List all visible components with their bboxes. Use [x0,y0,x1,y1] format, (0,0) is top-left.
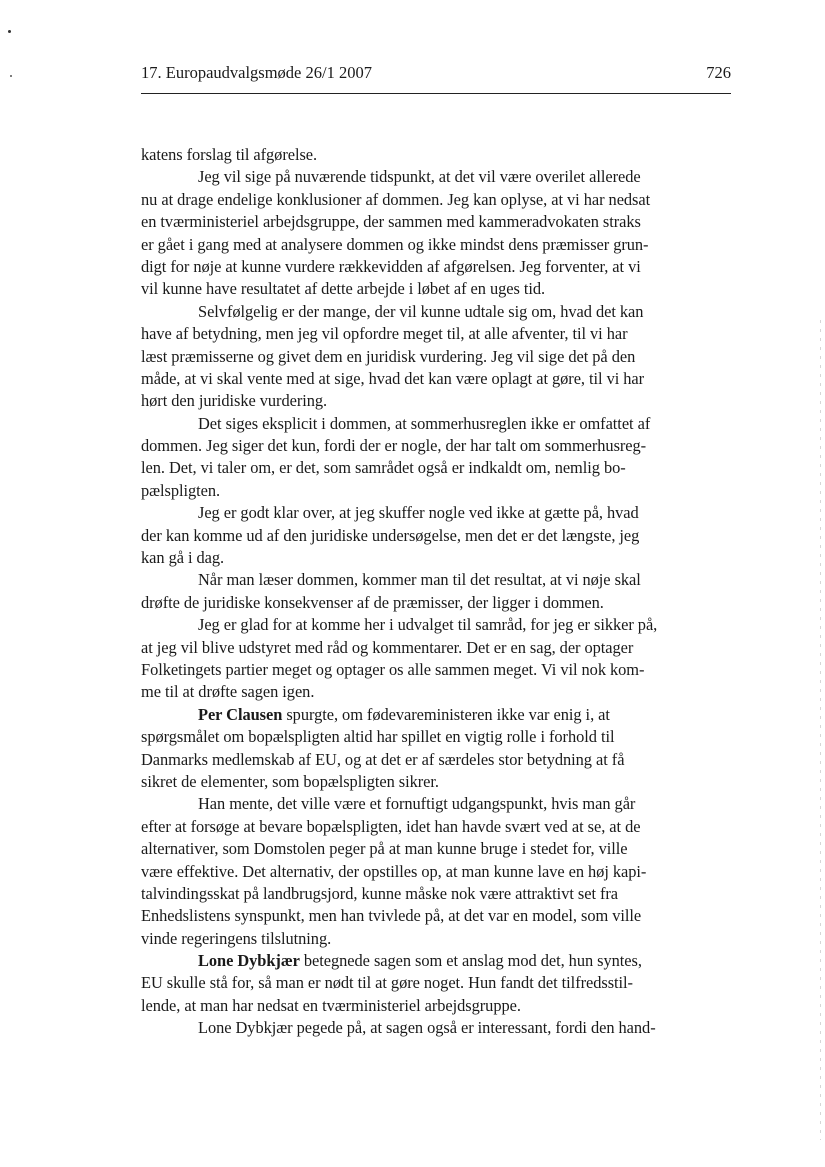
text-line [141,592,735,614]
text-line [141,704,735,726]
line-text: Enhedslistens synspunkt, men han tvivlede på, at det var en model, som ville [141,906,642,926]
line-text: spurgte, om fødevareministeren ikke var enig i, at [282,704,610,724]
speaker-name: Lone Dybkjær [198,951,300,971]
text-line [141,569,735,591]
line-text: vil kunne have resultatet af dette arbejde i løbet af en uges tid. [141,279,546,299]
line-text: Han mente, det ville være et fornuftigt udgangspunkt, hvis man går [198,794,636,814]
text-line [141,234,735,256]
text-line [141,368,735,390]
line-text: Selvfølgelig er der mange, der vil kunne udtale sig om, hvad det kan [198,301,644,321]
line-text: Jeg vil sige på nuværende tidspunkt, at det vil være overilet allerede [198,167,641,187]
text-line [141,502,735,524]
text-line [141,1017,735,1039]
text-line [141,189,735,211]
text-line [141,144,735,166]
text-line [141,905,735,927]
line-text: betegnede sagen som et anslag mod det, hun syntes, [299,951,642,971]
text-line [141,166,735,188]
line-text: Lone Dybkjær pegede på, at sagen også er interessant, fordi den hand- [198,1018,656,1038]
text-line [141,390,735,412]
line-text: sikret de elementer, som bopælspligten sikrer. [141,771,439,791]
text-line [141,278,735,300]
text-line [141,726,735,748]
text-line [141,614,735,636]
page-number: 726 [706,63,731,82]
text-line [141,928,735,950]
scan-edge-artifact [820,320,821,1140]
text-line [141,883,735,905]
text-line [141,793,735,815]
line-text: dommen. Jeg siger det kun, fordi der er nogle, der har talt om sommerhusreg- [141,436,647,456]
text-line [141,435,735,457]
line-text: måde, at vi skal vente med at sige, hvad det kan være oplagt at gøre, til vi har [141,368,645,388]
text-line [141,413,735,435]
line-text: Jeg er glad for at komme her i udvalget til samråd, for jeg er sikker på, [198,615,658,635]
body-text [141,144,735,1040]
text-line [141,681,735,703]
text-line [141,972,735,994]
text-line [141,457,735,479]
text-line [141,838,735,860]
line-text: alternativer, som Domstolen peger på at man kunne bruge i stedet for, ville [141,839,628,859]
text-line [141,771,735,793]
text-line [141,816,735,838]
line-text: drøfte de juridiske konsekvenser af de præmisser, der ligger i dommen. [141,592,604,612]
line-text: en tværministeriel arbejdsgruppe, der sammen med kammeradvokaten straks [141,212,641,232]
line-text: hørt den juridiske vurdering. [141,391,328,411]
line-text: me til at drøfte sagen igen. [141,682,315,702]
text-line [141,525,735,547]
line-text: der kan komme ud af den juridiske undersøgelse, men det er det længste, jeg [141,525,640,545]
line-text: digt for nøje at kunne vurdere rækkevidden af afgørelsen. Jeg forventer, at vi [141,256,641,276]
text-line [141,480,735,502]
text-line [141,749,735,771]
text-line [141,211,735,233]
line-text: at jeg vil blive udstyret med råd og kommentarer. Det er en sag, der optager [141,637,634,657]
header-title: 17. Europaudvalgsmøde 26/1 2007 [141,63,372,82]
page-header [141,63,731,87]
line-text: have af betydning, men jeg vil opfordre meget til, at alle afventer, til vi har [141,324,628,344]
scan-speck [10,75,12,77]
line-text: er gået i gang med at analysere dommen og ikke mindst dens præmisser grun- [141,234,649,254]
text-line [141,323,735,345]
text-line [141,256,735,278]
text-line [141,950,735,972]
scan-speck [8,30,11,33]
text-line [141,861,735,883]
text-line [141,301,735,323]
line-text: lende, at man har nedsat en tværministeriel arbejdsgruppe. [141,995,521,1015]
header-rule [141,93,731,94]
line-text: pælspligten. [141,480,221,500]
text-line [141,659,735,681]
text-line [141,346,735,368]
speaker-name: Per Clausen [198,704,283,724]
line-text: nu at drage endelige konklusioner af dommen. Jeg kan oplyse, at vi har nedsat [141,189,651,209]
line-text: len. Det, vi taler om, er det, som samrådet også er indkaldt om, nemlig bo- [141,458,626,478]
line-text: talvindingsskat på landbrugsjord, kunne måske nok være attraktivt set fra [141,883,619,903]
line-text: katens forslag til afgørelse. [141,145,318,164]
text-line [141,995,735,1017]
line-text: EU skulle stå for, så man er nødt til at gøre noget. Hun fandt det tilfredsstil- [141,973,633,993]
text-line [141,637,735,659]
line-text: spørgsmålet om bopælspligten altid har spillet en vigtig rolle i forhold til [141,727,615,747]
line-text: Jeg er godt klar over, at jeg skuffer nogle ved ikke at gætte på, hvad [198,503,639,523]
line-text: Når man læser dommen, kommer man til det resultat, at vi nøje skal [198,570,641,590]
line-text: Danmarks medlemskab af EU, og at det er af særdeles stor betydning at få [141,749,625,769]
text-line [141,547,735,569]
line-text: kan gå i dag. [141,548,225,568]
line-text: være effektive. Det alternativ, der opstilles op, at man kunne lave en høj kapi- [141,861,647,881]
line-text: læst præmisserne og givet dem en juridisk vurdering. Jeg vil sige det på den [141,346,636,366]
line-text: vinde regeringens tilslutning. [141,928,332,948]
line-text: Det siges eksplicit i dommen, at sommerhusreglen ikke er omfattet af [198,413,651,433]
line-text: Folketingets partier meget og optager os alle sammen meget. Vi vil nok kom- [141,659,645,679]
line-text: efter at forsøge at bevare bopælspligten, idet han havde svært ved at se, at de [141,816,641,836]
